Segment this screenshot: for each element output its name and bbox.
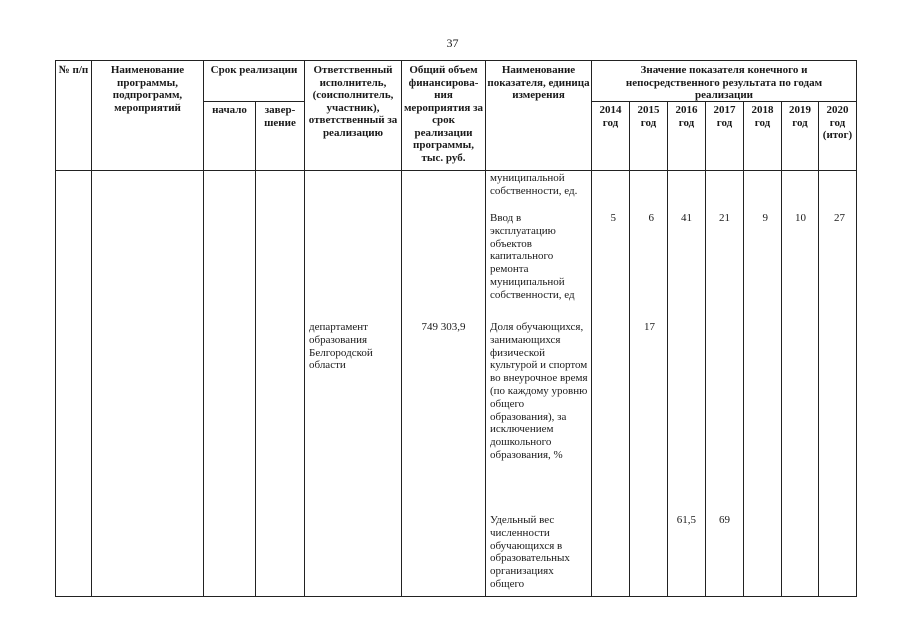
value-2017: 69: [719, 514, 730, 526]
header-year-2018: 2018 год: [751, 104, 774, 129]
header-year-2016: 2016 год: [675, 104, 698, 129]
header-indicator: Наименование показателя, единица измерения: [487, 64, 590, 101]
value-2016: 41: [681, 212, 692, 224]
value-2019: 10: [795, 212, 806, 224]
header-volume: Общий объем финансирова- ния мероприятия за срок реализации программы, тыс. руб.: [403, 64, 484, 164]
indicator-name: Доля обучающихся, занимающихся физической культурой и спортом во внеурочное время (по каждому уровню общего образования), за исключением дошкольного образования, %: [490, 321, 588, 461]
value-2017: 21: [719, 212, 730, 224]
header-year-2015: 2015 год: [637, 104, 660, 129]
value-2015: 17: [644, 321, 655, 333]
value-2014: 5: [610, 212, 616, 224]
value-2016: 61,5: [676, 514, 696, 526]
header-number: № п/п: [58, 64, 89, 76]
header-term-end: завер- шение: [264, 104, 296, 129]
header-year-2020: 2020 год (итог): [822, 104, 853, 141]
header-values-group: Значение показателя конечного и непосредственного результата по годам реализации: [625, 64, 823, 101]
header-program-name: Наименование программы, подпрограмм, мероприятий: [110, 64, 185, 114]
value-2015: 6: [648, 212, 654, 224]
header-year-2017: 2017 год: [713, 104, 736, 129]
value-2018: 9: [762, 212, 768, 224]
indicator-name: Ввод в эксплуатацию объектов капитального ремонта муниципальной собственности, ед: [490, 212, 575, 301]
page-number: 37: [446, 36, 459, 50]
header-year-2014: 2014 год: [599, 104, 622, 129]
header-year-2019: 2019 год: [789, 104, 811, 129]
header-term-start: начало: [212, 104, 247, 116]
header-executor: Ответственный исполнитель, (соисполнитель, участник), ответственный за реализацию: [308, 64, 398, 139]
volume-cell: 749 303,9: [421, 321, 466, 333]
indicator-name: Удельный вес численности обучающихся в образовательных организациях общего: [490, 514, 570, 590]
executor-cell: департамент образования Белгородской области: [309, 321, 373, 372]
header-term: Срок реализации: [210, 64, 298, 76]
value-2020: 27: [834, 212, 845, 224]
indicator-name: муниципальной собственности, ед.: [490, 172, 578, 197]
